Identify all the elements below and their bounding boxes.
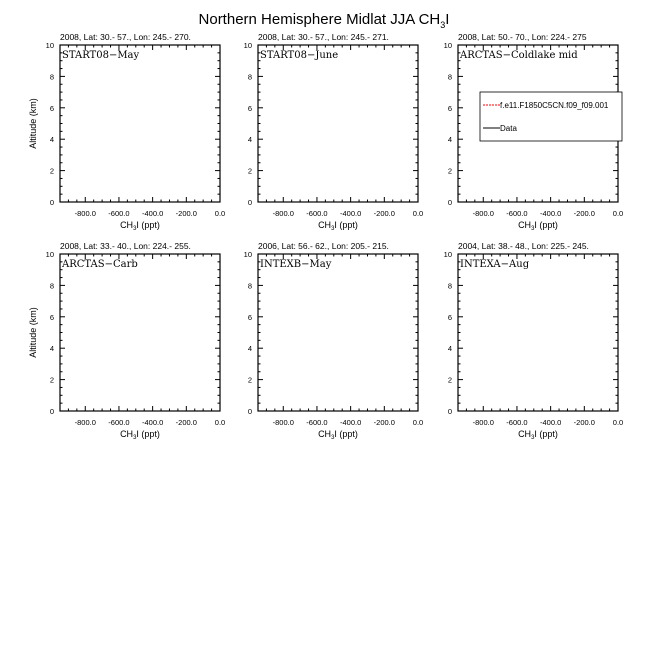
x-tick-label: 0.0 [412,418,424,427]
panel-subtitle: 2004, Lat: 38.- 48., Lon: 225.- 245. [458,241,589,251]
x-axis-label: $CH_3I$ (ppt) [518,220,558,232]
panel-subtitle: 2008, Lat: 30.- 57., Lon: 245.- 270. [60,32,191,42]
panel-subtitle: 2008, Lat: 30.- 57., Lon: 245.- 271. [258,32,389,42]
x-axis-label: $CH_3I$ (ppt) [318,220,358,232]
plot-frame [258,45,418,202]
y-tick-label: 6 [49,103,54,113]
x-axis-label: $CH_3I$ (ppt) [318,429,358,441]
y-tick-label: 8 [447,281,452,291]
x-tick-label: -400.0 [141,209,164,218]
y-tick-label: 6 [247,312,252,322]
x-tick-label: -800.0 [74,418,96,427]
panel-label: ARCTAS−Coldlake mid [460,50,578,61]
y-tick-label: 0 [247,198,252,207]
y-tick-label: 4 [247,135,252,145]
x-tick-label: 0.0 [612,209,624,218]
y-tick-label: 10 [443,41,452,50]
panel-label: INTEXB−May [260,259,332,270]
y-tick-label: 8 [247,72,252,82]
y-tick-label: 0 [247,407,252,416]
panel-label: ARCTAS−Carb [62,259,138,270]
x-tick-label: -200.0 [573,418,595,427]
y-tick-label: 8 [49,281,54,291]
y-axis-label: Altitude (km) [28,98,38,149]
panel-subtitle: 2006, Lat: 56.- 62., Lon: 205.- 215. [258,241,389,251]
x-tick-label: -400.0 [141,418,164,427]
plot-frame [60,45,220,202]
plot-frame [458,254,618,411]
x-tick-label: -400.0 [539,418,562,427]
panel-subtitle: 2008, Lat: 33.- 40., Lon: 224.- 255. [60,241,191,251]
x-axis-label: $CH_3I$ (ppt) [518,429,558,441]
x-axis-label: $CH_3I$ (ppt) [120,220,160,232]
legend [480,92,622,141]
y-tick-label: 2 [247,166,252,176]
y-tick-label: 10 [243,250,252,259]
y-tick-label: 6 [447,103,452,113]
x-tick-label: -800.0 [272,418,294,427]
x-tick-label: 0.0 [214,209,226,218]
x-tick-label: -600.0 [506,418,528,427]
panel-5 [244,241,424,441]
x-tick-label: -800.0 [272,209,294,218]
plot-frame [258,254,418,411]
x-tick-label: 0.0 [612,418,624,427]
y-tick-label: 0 [447,407,452,416]
x-tick-label: -200.0 [573,209,595,218]
panel-1 [28,32,225,232]
x-tick-label: -600.0 [108,209,130,218]
legend-entry: Data [500,124,517,133]
y-tick-label: 8 [247,281,252,291]
panel-label: INTEXA−Aug [460,259,530,270]
y-tick-label: 2 [447,166,452,176]
y-tick-label: 0 [49,198,54,207]
x-tick-label: -600.0 [108,418,130,427]
x-tick-label: 0.0 [412,209,424,218]
x-tick-label: -400.0 [339,418,362,427]
legend-entry: f.e11.F1850C5CN.f09_f09.001 [500,101,609,110]
y-tick-label: 6 [49,312,54,322]
x-tick-label: -600.0 [506,209,528,218]
x-tick-label: -200.0 [175,418,197,427]
x-tick-label: 0.0 [214,418,226,427]
legend-box [480,92,622,141]
y-tick-label: 4 [49,135,54,145]
y-tick-label: 4 [447,344,452,354]
y-axis-label: Altitude (km) [28,307,38,358]
figure-title: Northern Hemisphere Midlat JJA $CH_3I$ [198,11,450,30]
y-tick-label: 2 [447,375,452,385]
x-tick-label: -600.0 [306,418,328,427]
x-axis-label: $CH_3I$ (ppt) [120,429,160,441]
y-tick-label: 6 [447,312,452,322]
y-tick-label: 8 [447,72,452,82]
y-tick-label: 10 [443,250,452,259]
y-tick-label: 2 [247,375,252,385]
x-tick-label: -800.0 [74,209,96,218]
x-tick-label: -800.0 [472,209,494,218]
x-tick-label: -200.0 [373,418,395,427]
x-tick-label: -200.0 [175,209,197,218]
y-tick-label: 0 [447,198,452,207]
x-tick-label: -400.0 [539,209,562,218]
y-tick-label: 4 [447,135,452,145]
y-tick-label: 10 [45,250,54,259]
y-tick-label: 10 [243,41,252,50]
panel-label: START08−May [62,50,140,61]
panel-3 [444,32,624,232]
x-tick-label: -400.0 [339,209,362,218]
panel-4 [28,241,225,441]
x-tick-label: -800.0 [472,418,494,427]
panel-subtitle: 2008, Lat: 50.- 70., Lon: 224.- 275 [458,32,587,42]
panel-2 [244,32,424,232]
y-tick-label: 10 [45,41,54,50]
y-tick-label: 4 [247,344,252,354]
x-tick-label: -200.0 [373,209,395,218]
plot-frame [60,254,220,411]
y-tick-label: 6 [247,103,252,113]
panel-label: START08−June [260,50,339,61]
y-tick-label: 4 [49,344,54,354]
y-tick-label: 2 [49,166,54,176]
y-tick-label: 0 [49,407,54,416]
x-tick-label: -600.0 [306,209,328,218]
y-tick-label: 2 [49,375,54,385]
y-tick-label: 8 [49,72,54,82]
panel-6 [444,241,624,441]
